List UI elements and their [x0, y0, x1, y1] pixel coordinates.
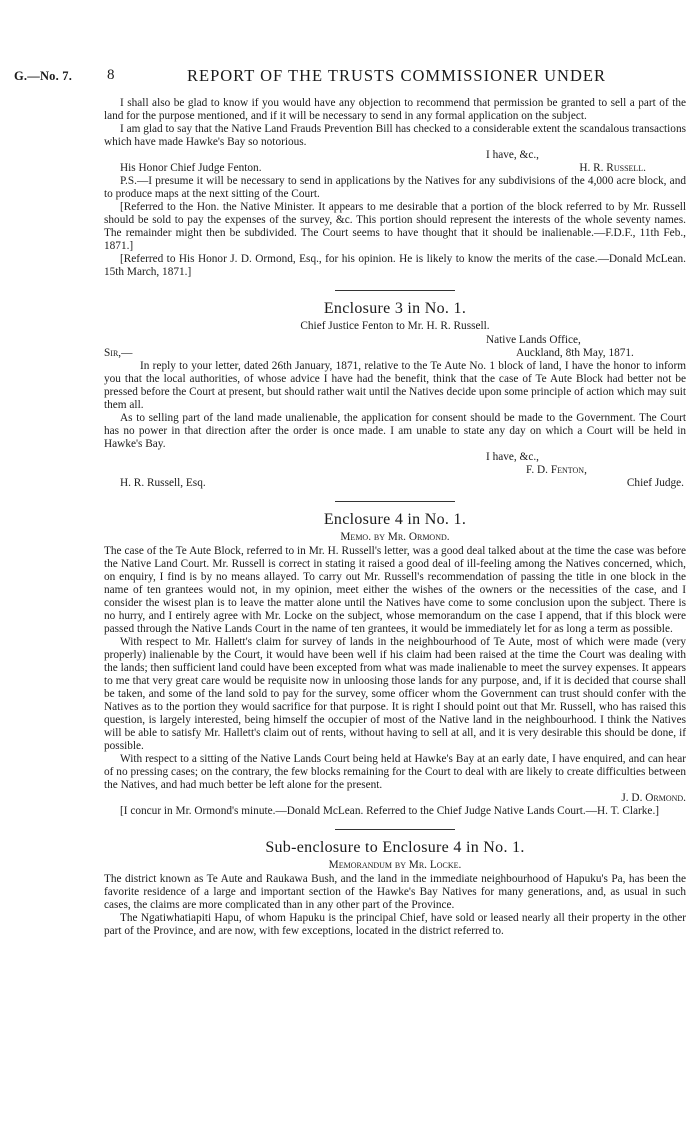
section-divider — [335, 501, 455, 502]
postscript: P.S.—I presume it will be necessary to send in applications by the Natives for any subdivisions of the 4,000 acre block, and to produce maps at the next sitting of the Court. — [104, 175, 686, 200]
document-body — [104, 97, 686, 938]
enclosure-subheading: Memorandum by Mr. Locke. — [328, 859, 462, 871]
office: Native Lands Office, — [486, 334, 581, 346]
section-divider — [335, 290, 455, 291]
enclosure-heading: Enclosure 3 in No. 1. — [323, 300, 467, 317]
signer: F. D. Fenton, — [526, 464, 587, 476]
signature-row — [104, 477, 686, 490]
closing: I have, &c., — [486, 451, 540, 463]
enclosure-subheading: Memo. by Mr. Ormond. — [340, 531, 450, 543]
paragraph: I shall also be glad to know if you would have any objection to recommend that permission be granted to sell a part of the land for the purpose mentioned, and if it will be necessary to send in any formal application on the subject. — [104, 97, 686, 122]
signature-row — [104, 162, 686, 175]
salutation-row — [104, 347, 686, 360]
paragraph: The district known as Te Aute and Raukawa Bush, and the land in the immediate neighbourhood of Hapuku's Pa, has been the favorite residence of a large and important section of the Hawke's Bay Natives for many generations, and, as usual in such cases, the claims are more complicated than in any other part of the Province. — [104, 873, 686, 911]
editorial-note: [Referred to His Honor J. D. Ormond, Esq., for his opinion. He is likely to know the merits of the case.—Donald McLean. 15th March, 1871.] — [104, 253, 686, 278]
addressee: His Honor Chief Judge Fenton. — [120, 162, 262, 174]
enclosure-heading: Enclosure 4 in No. 1. — [323, 511, 467, 528]
page-header — [14, 66, 678, 88]
place-date: Auckland, 8th May, 1871. — [516, 347, 634, 359]
running-title: REPORT OF THE TRUSTS COMMISSIONER UNDER — [187, 66, 606, 85]
salutation: Sir,— — [104, 347, 133, 359]
paragraph: With respect to a sitting of the Native Lands Court being held at Hawke's Bay at an early date, I have enquired, and can hear of no pressing cases; on the contrary, the few blocks remaining for the Court to deal with are likely to create difficulties between the Natives, and had much better be left alone for the present. — [104, 753, 686, 791]
paragraph: With respect to Mr. Hallett's claim for survey of lands in the neighbourhood of Te Aute, most of which were made (very properly) inalienable by the Court, it would have been well if his claim had been raised at the time the Court was dealing with the lands; then sufficient land could have been excepted from what was made inalienable to meet the survey expenses. It appears to me that very great care would be requisite now in unloosing those lands for any purpose, and, if it is decided that course shall be taken, and some of the land sold to pay for the survey, some officer whom the Government can trust should confer with the Natives as to the portion they would sacrifice for that purpose. It is right I should point out that Mr. Russell, who has raised this question, is largely interested, being himself the occupier of most of the Native land in the neighbourhood. I think the Natives will be able to satisfy Mr. Hallett's claim out of rents, without having to sell at all, and it is very desirable this should be done, if possible. — [104, 636, 686, 752]
signer-title: Chief Judge. — [626, 477, 684, 489]
closing: I have, &c., — [486, 149, 540, 161]
paragraph: As to selling part of the land made unalienable, the application for consent should be made to the Government. The Court has no power in that direction after the order is once made. I am unable to state any day on which a Court will be held in Hawke's Bay. — [104, 412, 686, 450]
page-number: 8 — [107, 67, 115, 83]
paragraph: In reply to your letter, dated 26th January, 1871, relative to the Te Aute No. 1 block of land, I have the honor to inform you that the local authorities, of whose advice I have had the benefit, think that the case of Te Aute Block had better not be pressed before the Court at present, but should rather wait until the Natives decide upon some principle of action which may suit them all. — [104, 360, 686, 411]
editorial-note: [Referred to the Hon. the Native Minister. It appears to me desirable that a portion of the block referred to by Mr. Russell should be sold to pay the expenses of the survey, &c. This portion should represent the interests of the whole seventy names. The remainder might then be subdivided. The Court seems to have thought that it should be inalienable.—F.D.F., 11th Feb., 1871.] — [104, 201, 686, 252]
addressee: H. R. Russell, Esq. — [120, 477, 206, 489]
enclosure-heading: Sub-enclosure to Enclosure 4 in No. 1. — [265, 839, 525, 856]
document-reference: G.—No. 7. — [14, 69, 73, 83]
enclosure-subheading: Chief Justice Fenton to Mr. H. R. Russell. — [300, 320, 490, 332]
paragraph: The Ngatiwhatiapiti Hapu, of whom Hapuku is the principal Chief, have sold or leased nearly all their property in the other part of the Province, and are now, with few exceptions, located in the district referred to. — [104, 912, 686, 937]
editorial-note: [I concur in Mr. Ormond's minute.—Donald McLean. Referred to the Chief Judge Native Lands Court.—H. T. Clarke.] — [120, 805, 660, 817]
signer: H. R. Russell. — [579, 162, 646, 174]
signer: J. D. Ormond. — [621, 792, 686, 804]
paragraph: I am glad to say that the Native Land Frauds Prevention Bill has checked to a considerable extent the scandalous transactions which have made Hawke's Bay so notorious. — [104, 123, 686, 148]
section-divider — [335, 829, 455, 830]
paragraph: The case of the Te Aute Block, referred to in Mr. H. Russell's letter, was a good deal talked about at the time the case was before the Native Land Court. Mr. Russell is correct in stating it raised a good deal of ill-feeling among the Natives concerned, which, on enquiry, I find is by no means allayed. To carry out Mr. Russell's recommendation of passing the title in one block in the name of ten grantees would not, in my opinion, meet either the wishes of the owners or the necessities of the case, and I consider the wisest plan is to leave the matter alone until the Natives have come to some conclusion upon the subject. There is no hurry, and I entirely agree with Mr. Locke on the subject, whose memorandum on the case I append, that if this block were passed through the Native Lands Court in the name of ten grantees, it would be immediately let for as long a term as possible. — [104, 545, 686, 635]
